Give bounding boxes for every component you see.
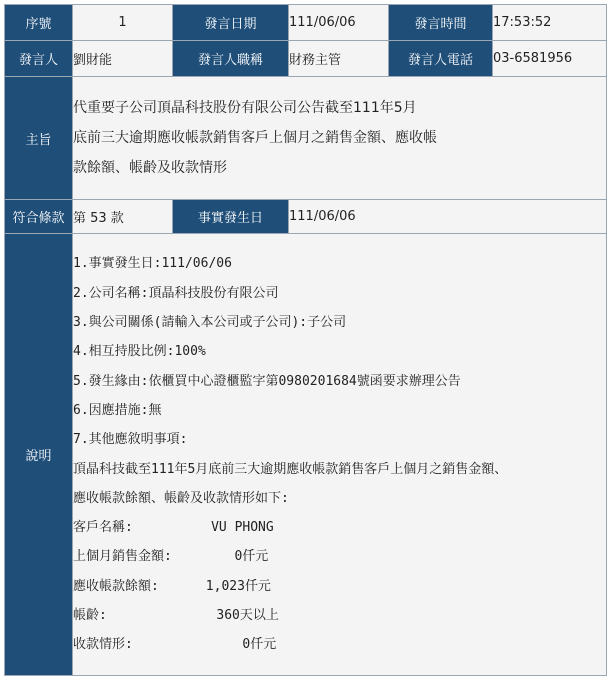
description-label: 說明 (5, 234, 73, 676)
description-line: 客戶名稱: VU PHONG (73, 520, 274, 536)
description-line: 上個月銷售金額: 0仟元 (73, 549, 269, 565)
serial-value: 1 (73, 5, 173, 41)
date-label: 發言日期 (173, 5, 289, 41)
description-line: 應收帳款餘額、帳齡及收款情形如下: (73, 490, 289, 506)
description-line: 7.其他應敘明事項: (73, 432, 188, 448)
speaker-phone-value: 03-6581956 (493, 41, 607, 77)
description-line: 帳齡: 360天以上 (73, 607, 279, 623)
subject-line: 底前三大逾期應收帳款銷售客戶上個月之銷售金額、應收帳 (73, 130, 437, 146)
subject-row (5, 77, 607, 200)
description-value (73, 234, 607, 676)
speaker-value: 劉財能 (73, 41, 173, 77)
speaker-title-value: 財務主管 (289, 41, 389, 77)
speaker-title-label: 發言人職稱 (173, 41, 289, 77)
announcement-table (4, 4, 607, 676)
speaker-phone-label: 發言人電話 (389, 41, 493, 77)
description-line: 4.相互持股比例:100% (73, 344, 206, 360)
subject-value (73, 77, 607, 200)
description-line: 頂晶科技截至111年5月底前三大逾期應收帳款銷售客戶上個月之銷售金額、 (73, 461, 508, 477)
clause-value: 第 53 款 (73, 200, 173, 234)
time-value: 17:53:52 (493, 5, 607, 41)
clause-row (5, 200, 607, 234)
description-line: 收款情形: 0仟元 (73, 637, 277, 653)
description-line: 6.因應措施:無 (73, 402, 162, 418)
event-date-value: 111/06/06 (289, 200, 607, 234)
serial-label: 序號 (5, 5, 73, 41)
description-line: 2.公司名稱:頂晶科技股份有限公司 (73, 285, 279, 301)
date-value: 111/06/06 (289, 5, 389, 41)
description-line: 5.發生緣由:依櫃買中心證櫃監字第0980201684號函要求辦理公告 (73, 373, 461, 389)
speaker-label: 發言人 (5, 41, 73, 77)
description-line: 3.與公司關係(請輸入本公司或子公司):子公司 (73, 315, 347, 331)
subject-line: 代重要子公司頂晶科技股份有限公司公告截至111年5月 (73, 100, 417, 116)
description-row (5, 234, 607, 676)
description-line: 應收帳款餘額: 1,023仟元 (73, 578, 271, 594)
subject-label: 主旨 (5, 77, 73, 200)
time-label: 發言時間 (389, 5, 493, 41)
description-line: 1.事實發生日:111/06/06 (73, 256, 232, 272)
subject-line: 款餘額、帳齡及收款情形 (73, 160, 227, 176)
header-row-1 (5, 5, 607, 41)
clause-label: 符合條款 (5, 200, 73, 234)
header-row-2 (5, 41, 607, 77)
event-date-label: 事實發生日 (173, 200, 289, 234)
